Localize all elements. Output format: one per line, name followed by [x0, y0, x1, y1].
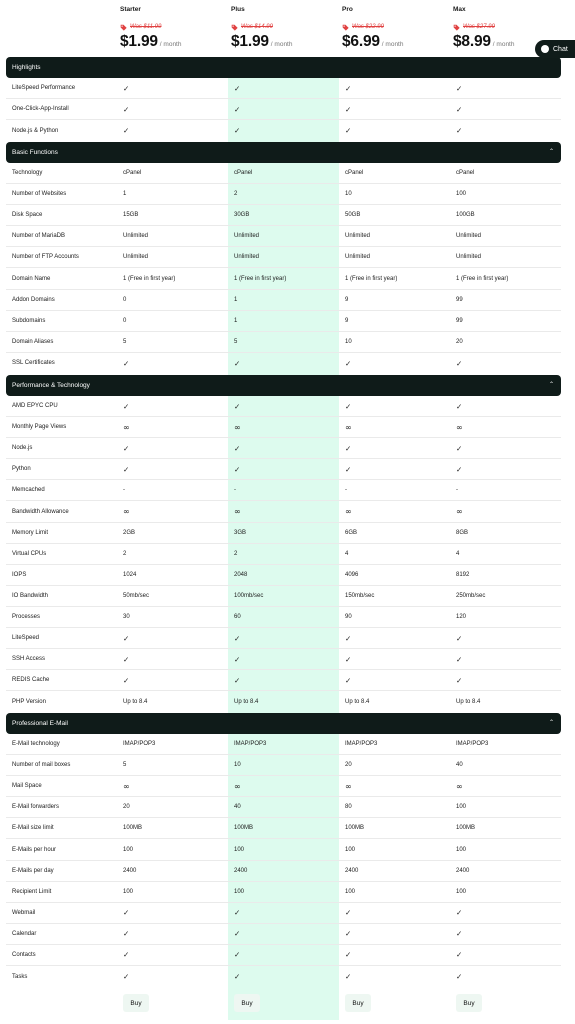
feature-value: 1 (Free in first year) — [234, 275, 287, 282]
section-title: Performance & Technology — [12, 382, 90, 389]
feature-value: 99 — [456, 296, 463, 303]
check-icon: ✓ — [234, 929, 241, 939]
feature-value: 2 — [123, 550, 127, 557]
feature-value: 9 — [345, 296, 349, 303]
plan-price: $6.99 — [342, 33, 380, 50]
infinity-icon: ∞ — [456, 781, 463, 791]
infinity-icon: ∞ — [123, 507, 130, 517]
check-icon: ✓ — [234, 675, 241, 685]
feature-value: 100MB — [123, 825, 143, 832]
feature-value: 30GB — [234, 212, 250, 219]
table-row — [6, 903, 561, 924]
check-icon: ✓ — [345, 401, 352, 411]
feature-label: Number of MariaDB — [12, 233, 66, 240]
check-icon: ✓ — [123, 675, 130, 685]
feature-label: Monthly Page Views — [12, 424, 67, 431]
feature-value: Unlimited — [234, 254, 260, 261]
feature-value: - — [123, 487, 125, 494]
check-icon: ✓ — [123, 633, 130, 643]
feature-value: 1 (Free in first year) — [456, 275, 509, 282]
feature-value: Unlimited — [345, 254, 371, 261]
feature-value: 100 — [123, 888, 134, 895]
feature-label: E-Mail technology — [12, 741, 60, 748]
check-icon: ✓ — [123, 908, 130, 918]
chevron-up-icon[interactable]: ⌃ — [548, 382, 554, 388]
feature-value: 0 — [123, 296, 127, 303]
feature-value: 100 — [456, 191, 467, 198]
check-icon: ✓ — [345, 950, 352, 960]
check-icon: ✓ — [345, 104, 352, 114]
feature-label: Webmail — [12, 909, 36, 916]
was-price-row — [120, 23, 230, 31]
feature-value: 5 — [123, 762, 127, 769]
table-row — [6, 565, 561, 586]
feature-label: Bandwidth Allowance — [12, 508, 69, 515]
check-icon: ✓ — [456, 929, 463, 939]
infinity-icon: ∞ — [234, 507, 241, 517]
check-icon: ✓ — [123, 104, 130, 114]
feature-value: 3GB — [234, 529, 247, 536]
plan-name: Starter — [120, 6, 141, 13]
infinity-icon: ∞ — [345, 507, 352, 517]
buy-button-max[interactable]: Buy — [456, 994, 482, 1012]
table-row — [6, 120, 561, 141]
feature-value: 100 — [234, 846, 245, 853]
check-icon: ✓ — [345, 464, 352, 474]
feature-value: - — [234, 487, 236, 494]
plan-column-pro — [342, 6, 452, 51]
feature-label: Tasks — [12, 973, 28, 980]
check-icon: ✓ — [456, 464, 463, 474]
table-row — [6, 670, 561, 691]
table-row — [6, 839, 561, 860]
infinity-icon: ∞ — [234, 422, 241, 432]
table-row — [6, 691, 561, 712]
feature-value: 20 — [456, 338, 463, 345]
check-icon: ✓ — [345, 675, 352, 685]
feature-value: 10 — [345, 191, 352, 198]
infinity-icon: ∞ — [234, 781, 241, 791]
table-row — [6, 184, 561, 205]
infinity-icon: ∞ — [123, 781, 130, 791]
price-period: / month — [270, 41, 293, 48]
feature-value: 2400 — [123, 867, 137, 874]
table-row — [6, 99, 561, 120]
feature-label: IOPS — [12, 571, 27, 578]
feature-value: 120 — [456, 613, 467, 620]
section-header[interactable] — [6, 375, 561, 396]
feature-value: IMAP/POP3 — [123, 741, 156, 748]
price-tag-icon — [342, 24, 349, 31]
feature-value: Up to 8.4 — [456, 698, 481, 705]
table-row — [6, 966, 561, 987]
feature-value: 1 — [234, 317, 238, 324]
plan-price: $1.99 — [231, 33, 269, 50]
check-icon: ✓ — [234, 464, 241, 474]
feature-label: Recipient Limit — [12, 888, 52, 895]
chat-label: Chat — [553, 45, 568, 53]
feature-value: 4096 — [345, 571, 359, 578]
price-tag-icon — [453, 24, 460, 31]
table-row — [6, 607, 561, 628]
feature-label: Contacts — [12, 951, 36, 958]
check-icon: ✓ — [456, 908, 463, 918]
feature-label: Calendar — [12, 930, 37, 937]
check-icon: ✓ — [123, 443, 130, 453]
chat-button[interactable] — [535, 40, 575, 58]
check-icon: ✓ — [234, 908, 241, 918]
check-icon: ✓ — [234, 401, 241, 411]
feature-value: 2GB — [123, 529, 136, 536]
feature-value: 60 — [234, 613, 241, 620]
section-header — [6, 57, 561, 78]
check-icon: ✓ — [234, 126, 241, 136]
feature-value: 150mb/sec — [345, 592, 375, 599]
feature-value: 1 — [234, 296, 238, 303]
feature-value: 50GB — [345, 212, 361, 219]
table-row — [6, 163, 561, 184]
feature-label: SSL Certificates — [12, 360, 55, 367]
feature-label: Memcached — [12, 487, 45, 494]
check-icon: ✓ — [345, 126, 352, 136]
table-row — [6, 649, 561, 670]
check-icon: ✓ — [345, 929, 352, 939]
feature-value: 5 — [123, 338, 127, 345]
feature-value: 100GB — [456, 212, 475, 219]
feature-value: 100MB — [234, 825, 254, 832]
infinity-icon: ∞ — [345, 422, 352, 432]
check-icon: ✓ — [123, 950, 130, 960]
feature-label: Node.js — [12, 445, 33, 452]
feature-label: Number of Websites — [12, 191, 67, 198]
buy-button-starter[interactable]: Buy — [123, 994, 149, 1012]
table-row — [6, 544, 561, 565]
was-price-row — [231, 23, 341, 31]
feature-value: - — [456, 487, 458, 494]
feature-label: E-Mails per hour — [12, 846, 57, 853]
feature-value: 1024 — [123, 571, 137, 578]
price-tag-icon — [120, 24, 127, 31]
feature-value: 100MB — [345, 825, 365, 832]
check-icon: ✓ — [456, 126, 463, 136]
feature-value: Unlimited — [123, 233, 149, 240]
chevron-up-icon[interactable]: ⌃ — [548, 149, 554, 155]
check-icon: ✓ — [345, 358, 352, 368]
feature-label: Node.js & Python — [12, 127, 59, 134]
feature-value: 40 — [456, 762, 463, 769]
section-basic-functions — [6, 142, 561, 374]
check-icon: ✓ — [456, 654, 463, 664]
feature-value: 250mb/sec — [456, 592, 486, 599]
table-row — [6, 945, 561, 966]
check-icon: ✓ — [234, 654, 241, 664]
feature-value: 20 — [123, 804, 130, 811]
feature-label: LiteSpeed — [12, 635, 40, 642]
plan-name: Plus — [231, 6, 245, 13]
was-price-row — [342, 23, 452, 31]
price-row — [120, 33, 230, 51]
table-row — [6, 586, 561, 607]
feature-label: PHP Version — [12, 698, 46, 705]
feature-label: Mail Space — [12, 783, 42, 790]
feature-label: Number of FTP Accounts — [12, 254, 79, 261]
check-icon: ✓ — [345, 443, 352, 453]
feature-value: 50mb/sec — [123, 592, 150, 599]
feature-label: E-Mail forwarders — [12, 804, 60, 811]
feature-value: 0 — [123, 317, 127, 324]
price-period: / month — [492, 41, 515, 48]
feature-label: E-Mail size limit — [12, 825, 54, 832]
table-row — [6, 417, 561, 438]
section-title: Professional E-Mail — [12, 720, 68, 727]
table-row — [6, 205, 561, 226]
feature-value: cPanel — [234, 170, 253, 177]
feature-value: 100 — [345, 888, 356, 895]
check-icon: ✓ — [234, 104, 241, 114]
feature-value: Unlimited — [456, 233, 482, 240]
check-icon: ✓ — [345, 633, 352, 643]
price-row — [342, 33, 452, 51]
section-title: Highlights — [12, 64, 41, 71]
feature-value: cPanel — [123, 170, 142, 177]
feature-label: Domain Aliases — [12, 338, 54, 345]
table-row — [6, 396, 561, 417]
table-row — [6, 818, 561, 839]
check-icon: ✓ — [123, 401, 130, 411]
check-icon: ✓ — [456, 972, 463, 982]
feature-label: Processes — [12, 613, 41, 620]
feature-value: Unlimited — [456, 254, 482, 261]
feature-value: 100 — [123, 846, 134, 853]
feature-label: SSH Access — [12, 656, 46, 663]
plan-column-plus — [231, 6, 341, 51]
feature-value: 100MB — [456, 825, 476, 832]
check-icon: ✓ — [456, 443, 463, 453]
feature-value: 100mb/sec — [234, 592, 264, 599]
check-icon: ✓ — [345, 972, 352, 982]
check-icon: ✓ — [123, 83, 130, 93]
feature-label: One-Click-App-Install — [12, 106, 69, 113]
section-header[interactable] — [6, 142, 561, 163]
price-tag-icon — [231, 24, 238, 31]
table-row — [6, 332, 561, 353]
section-highlights — [6, 57, 561, 141]
section-header[interactable] — [6, 713, 561, 734]
feature-value: 2 — [234, 191, 238, 198]
check-icon: ✓ — [345, 908, 352, 918]
table-row — [6, 480, 561, 501]
feature-value: 100 — [456, 804, 467, 811]
plan-price: $1.99 — [120, 33, 158, 50]
feature-value: 100 — [234, 888, 245, 895]
check-icon: ✓ — [345, 83, 352, 93]
feature-value: 80 — [345, 804, 352, 811]
table-row — [6, 78, 561, 99]
check-icon: ✓ — [123, 929, 130, 939]
check-icon: ✓ — [123, 654, 130, 664]
buy-button-pro[interactable]: Buy — [345, 994, 371, 1012]
section-title: Basic Functions — [12, 149, 58, 156]
infinity-icon: ∞ — [345, 781, 352, 791]
feature-value: 40 — [234, 804, 241, 811]
infinity-icon: ∞ — [456, 422, 463, 432]
feature-value: 4 — [456, 550, 460, 557]
feature-value: IMAP/POP3 — [345, 741, 378, 748]
check-icon: ✓ — [234, 358, 241, 368]
feature-value: 9 — [345, 317, 349, 324]
chat-bubble-icon — [541, 45, 549, 53]
plan-column-starter — [120, 6, 230, 51]
feature-label: Python — [12, 466, 31, 473]
table-row — [6, 226, 561, 247]
table-row — [6, 755, 561, 776]
plan-name: Max — [453, 6, 466, 13]
check-icon: ✓ — [456, 401, 463, 411]
feature-value: 2400 — [456, 867, 470, 874]
infinity-icon: ∞ — [123, 422, 130, 432]
feature-value: 1 (Free in first year) — [345, 275, 398, 282]
table-row — [6, 247, 561, 268]
feature-value: 2400 — [345, 867, 359, 874]
feature-label: Number of mail boxes — [12, 762, 71, 769]
feature-label: Subdomains — [12, 317, 46, 324]
feature-label: Domain Name — [12, 275, 51, 282]
feature-value: cPanel — [345, 170, 364, 177]
check-icon: ✓ — [456, 83, 463, 93]
section-professional-e-mail — [6, 713, 561, 987]
table-row — [6, 290, 561, 311]
table-row — [6, 268, 561, 289]
was-price: Was $14.99 — [241, 24, 273, 30]
plan-name: Pro — [342, 6, 353, 13]
table-row — [6, 523, 561, 544]
check-icon: ✓ — [234, 83, 241, 93]
feature-value: 8192 — [456, 571, 470, 578]
feature-label: Addon Domains — [12, 296, 55, 303]
buy-row — [6, 992, 561, 1016]
chevron-up-icon[interactable]: ⌃ — [548, 720, 554, 726]
feature-label: IO Bandwidth — [12, 592, 49, 599]
check-icon: ✓ — [123, 358, 130, 368]
feature-value: 5 — [234, 338, 238, 345]
price-period: / month — [159, 41, 182, 48]
table-row — [6, 882, 561, 903]
feature-value: 1 (Free in first year) — [123, 275, 176, 282]
feature-label: Disk Space — [12, 212, 43, 219]
feature-label: REDIS Cache — [12, 677, 50, 684]
plan-price: $8.99 — [453, 33, 491, 50]
check-icon: ✓ — [234, 633, 241, 643]
check-icon: ✓ — [456, 950, 463, 960]
feature-label: LiteSpeed Performance — [12, 85, 76, 92]
feature-value: cPanel — [456, 170, 475, 177]
price-row — [231, 33, 341, 51]
feature-value: 100 — [456, 888, 467, 895]
feature-value: Up to 8.4 — [345, 698, 370, 705]
feature-value: 1 — [123, 191, 127, 198]
feature-value: 30 — [123, 613, 130, 620]
feature-value: 100 — [456, 846, 467, 853]
feature-value: Unlimited — [345, 233, 371, 240]
feature-label: Memory Limit — [12, 529, 49, 536]
feature-value: 90 — [345, 613, 352, 620]
feature-value: 2048 — [234, 571, 248, 578]
feature-label: Virtual CPUs — [12, 550, 47, 557]
check-icon: ✓ — [234, 972, 241, 982]
feature-value: 15GB — [123, 212, 139, 219]
table-row — [6, 459, 561, 480]
table-row — [6, 311, 561, 332]
check-icon: ✓ — [345, 654, 352, 664]
check-icon: ✓ — [234, 950, 241, 960]
price-period: / month — [381, 41, 404, 48]
was-price: Was $11.99 — [130, 24, 162, 30]
feature-value: 99 — [456, 317, 463, 324]
feature-value: - — [345, 487, 347, 494]
was-price: Was $22.99 — [352, 24, 384, 30]
table-row — [6, 501, 561, 522]
table-row — [6, 734, 561, 755]
table-row — [6, 924, 561, 945]
check-icon: ✓ — [456, 633, 463, 643]
feature-value: 2 — [234, 550, 238, 557]
check-icon: ✓ — [456, 675, 463, 685]
infinity-icon: ∞ — [456, 507, 463, 517]
check-icon: ✓ — [123, 972, 130, 982]
feature-value: 10 — [345, 338, 352, 345]
section-performance-technology — [6, 375, 561, 712]
was-price-row — [453, 23, 563, 31]
feature-value: IMAP/POP3 — [456, 741, 489, 748]
table-row — [6, 797, 561, 818]
check-icon: ✓ — [123, 464, 130, 474]
check-icon: ✓ — [123, 126, 130, 136]
feature-value: 6GB — [345, 529, 358, 536]
feature-value: 8GB — [456, 529, 469, 536]
feature-value: 2400 — [234, 867, 248, 874]
table-row — [6, 628, 561, 649]
check-icon: ✓ — [456, 104, 463, 114]
feature-value: 100 — [345, 846, 356, 853]
was-price: Was $27.99 — [463, 24, 495, 30]
table-row — [6, 353, 561, 374]
feature-label: E-Mails per day — [12, 867, 54, 874]
feature-value: 20 — [345, 762, 352, 769]
feature-value: Up to 8.4 — [123, 698, 148, 705]
plans-header — [0, 0, 566, 58]
table-row — [6, 861, 561, 882]
feature-value: 4 — [345, 550, 349, 557]
feature-label: Technology — [12, 170, 43, 177]
feature-label: AMD EPYC CPU — [12, 403, 58, 410]
feature-value: Unlimited — [234, 233, 260, 240]
check-icon: ✓ — [234, 443, 241, 453]
feature-value: Unlimited — [123, 254, 149, 261]
feature-value: Up to 8.4 — [234, 698, 259, 705]
check-icon: ✓ — [456, 358, 463, 368]
buy-button-plus[interactable]: Buy — [234, 994, 260, 1012]
table-row — [6, 776, 561, 797]
table-row — [6, 438, 561, 459]
feature-value: IMAP/POP3 — [234, 741, 267, 748]
feature-value: 10 — [234, 762, 241, 769]
